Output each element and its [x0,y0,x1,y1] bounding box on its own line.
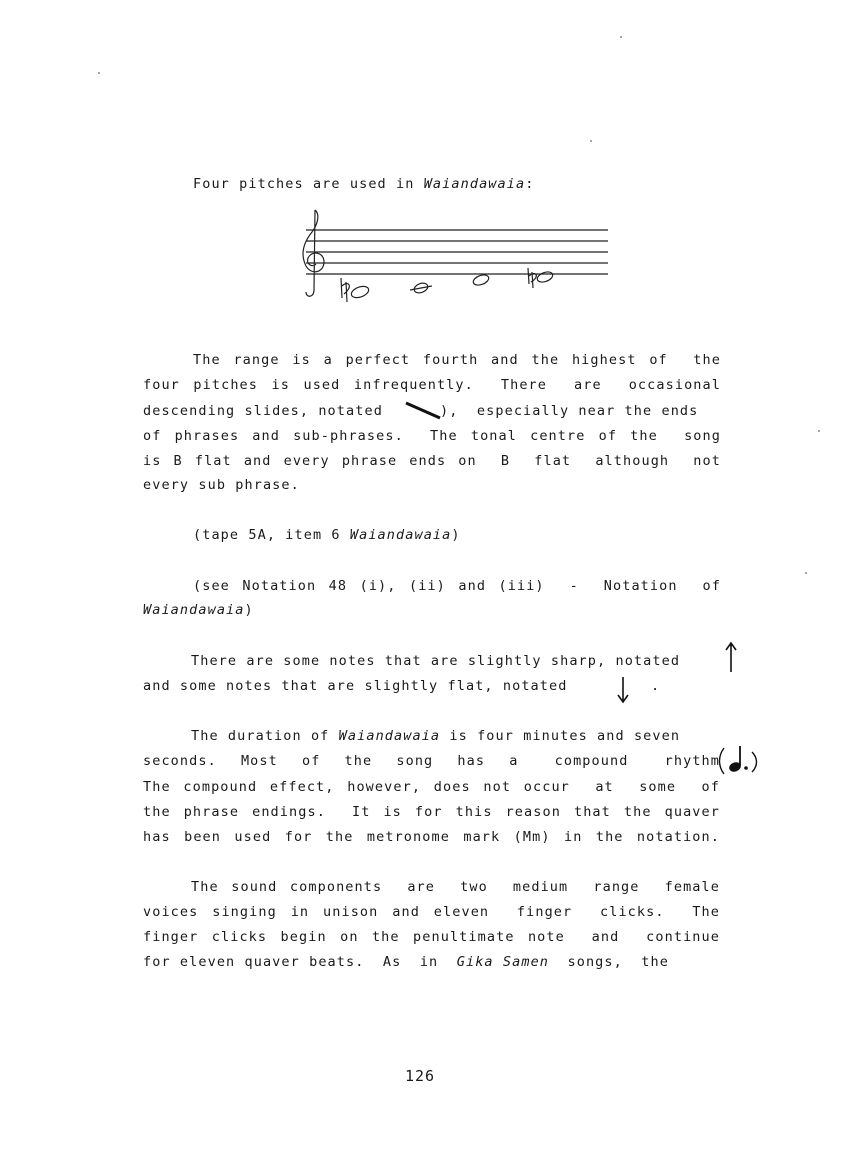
paragraph1-line3-end: ), especially near the ends [440,403,699,419]
paragraph4-line4 [143,954,669,970]
paragraph3-line1-start: The duration of [191,728,339,744]
paragraph4-title: Gika Samen [456,954,550,970]
paragraph4-line3: finger clicks begin on the penultimate note and continue [143,929,720,945]
descending-slide-icon [404,400,444,422]
paragraph4-line4-start: for eleven quaver beats. As in [143,954,457,970]
paragraph3-line1 [191,728,680,744]
paragraph1-line4: of phrases and sub-phrases. The tonal centre of the song [143,428,721,444]
dotted-crotchet-icon [718,744,760,776]
intro-line [193,176,534,192]
scan-speck [590,140,592,142]
paragraph1-line6: every sub phrase. [143,477,300,493]
paragraph1-line5: is B flat and every phrase ends on B flat although not [143,453,721,469]
paragraph4-line1: The sound components are two medium range female [191,879,720,895]
notation-reference-line1: (see Notation 48 (i), (ii) and (iii) - Notation of [193,578,721,594]
paragraph3-title: Waiandawaia [338,728,441,744]
notation-reference-line2 [143,602,254,618]
scan-speck [620,36,622,38]
intro-tail: : [525,176,535,192]
paragraph3-line2: seconds. Most of the song has a compound rhythm [143,753,720,769]
paragraph2-line2: and some notes that are slightly flat, notated [143,678,568,694]
paragraph3-line3: The compound effect, however, does not occur at some of [143,779,720,795]
paragraph2-period: . [651,678,661,694]
paragraph2-line1: There are some notes that are slightly sharp, notated [191,653,681,669]
down-arrow-icon [616,675,630,705]
paragraph4-line4-end: songs, the [549,954,669,970]
scan-speck [98,72,100,74]
treble-clef-staff-icon [296,206,612,310]
paragraph3-line4: the phrase endings. It is for this reason that the quaver [143,804,720,820]
up-arrow-icon [724,640,738,674]
paragraph1-line2: four pitches is used infrequently. There are occasional [143,377,721,393]
intro-text: Four pitches are used in [193,176,424,192]
scan-speck [805,572,807,574]
tape-ref-title: Waiandawaia [349,527,452,543]
notation-ref-tail: ) [244,602,254,618]
notation-ref-title: Waiandawaia [143,602,245,618]
tape-reference [193,527,461,543]
paragraph1-line3 [143,403,383,419]
scan-speck [818,430,820,432]
paragraph1-line1: The range is a perfect fourth and the highest of the [193,352,721,368]
paragraph3-line1-end: is four minutes and seven [440,728,681,744]
paragraph4-line2: voices singing in unison and eleven finger clicks. The [143,904,720,920]
page-number: 126 [405,1067,436,1085]
song-title: Waiandawaia [423,176,526,192]
paragraph3-line5: has been used for the metronome mark (Mm) in the notation. [143,829,720,845]
tape-ref-text: (tape 5A, item 6 [193,527,350,543]
paragraph1-line3-start: descending slides, notated [143,403,383,419]
tape-ref-tail: ) [451,527,461,543]
